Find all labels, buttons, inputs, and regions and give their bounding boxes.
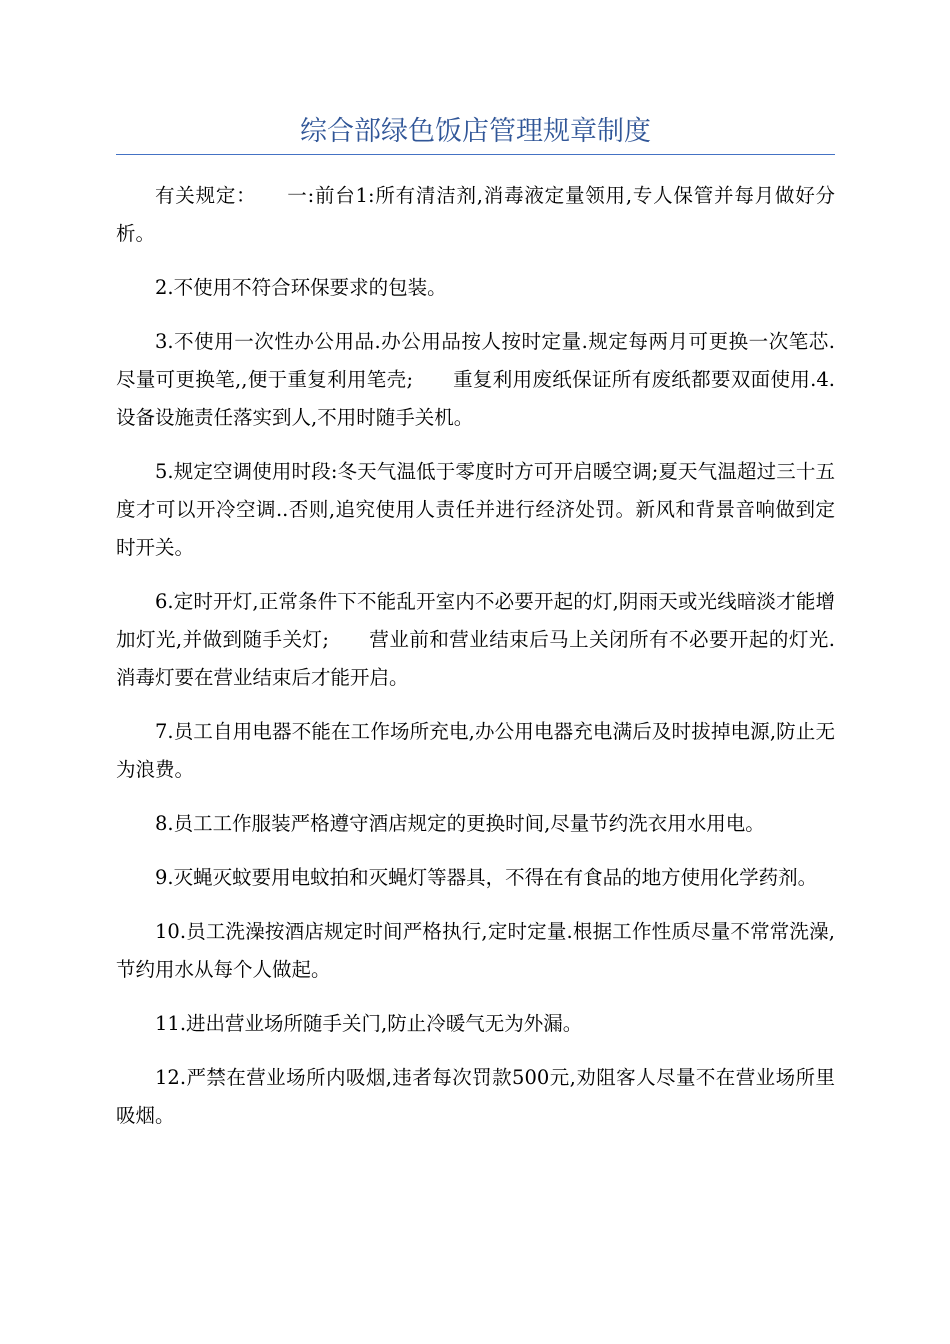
paragraph-9: 9.灭蝇灭蚊要用电蚊拍和灭蝇灯等器具，不得在有食品的地方使用化学药剂。 bbox=[155, 866, 818, 889]
title-underline bbox=[116, 154, 835, 155]
document-title: 综合部绿色饭店管理规章制度 bbox=[300, 116, 651, 147]
paragraph-5: 5.规定空调使用时段:冬天气温低于零度时方可开启暖空调;夏天气温超过三十五度才可以开冷空调..否则,追究使用人责任并进行经济处罚。新风和背景音响做到定时开关。 bbox=[116, 460, 835, 559]
paragraph-2: 2.不使用不符合环保要求的包装。 bbox=[155, 276, 447, 299]
paragraph-6: 6.定时开灯,正常条件下不能乱开室内不必要开起的灯,阴雨天或光线暗淡才能增加灯光,并做到随手关灯; 营业前和营业结束后马上关闭所有不必要开起的灯光.消毒灯要在营业结束后才能开启。 bbox=[116, 590, 835, 689]
document-body bbox=[116, 177, 835, 1151]
paragraph-3: 3.不使用一次性办公用品.办公用品按人按时定量.规定每两月可更换一次笔芯.尽量可更换笔,,便于重复利用笔壳; 重复利用废纸保证所有废纸都要双面使用.4.设备设施责任落实到人,不用时随手关机。 bbox=[116, 330, 835, 429]
paragraph-8: 8.员工工作服装严格遵守酒店规定的更换时间,尽量节约洗衣用水用电。 bbox=[155, 812, 765, 835]
paragraph-7: 7.员工自用电器不能在工作场所充电,办公用电器充电满后及时拔掉电源,防止无为浪费。 bbox=[116, 720, 835, 781]
paragraph-12: 12.严禁在营业场所内吸烟,违者每次罚款500元,劝阻客人尽量不在营业场所里吸烟。 bbox=[116, 1066, 835, 1127]
paragraph-10: 10.员工洗澡按酒店规定时间严格执行,定时定量.根据工作性质尽量不常常洗澡,节约用水从每个人做起。 bbox=[116, 920, 835, 981]
paragraph-1: 有关规定： 一:前台1:所有清洁剂,消毒液定量领用,专人保管并每月做好分析。 bbox=[116, 184, 835, 245]
paragraph-11: 11.进出营业场所随手关门,防止冷暖气无为外漏。 bbox=[155, 1012, 583, 1035]
